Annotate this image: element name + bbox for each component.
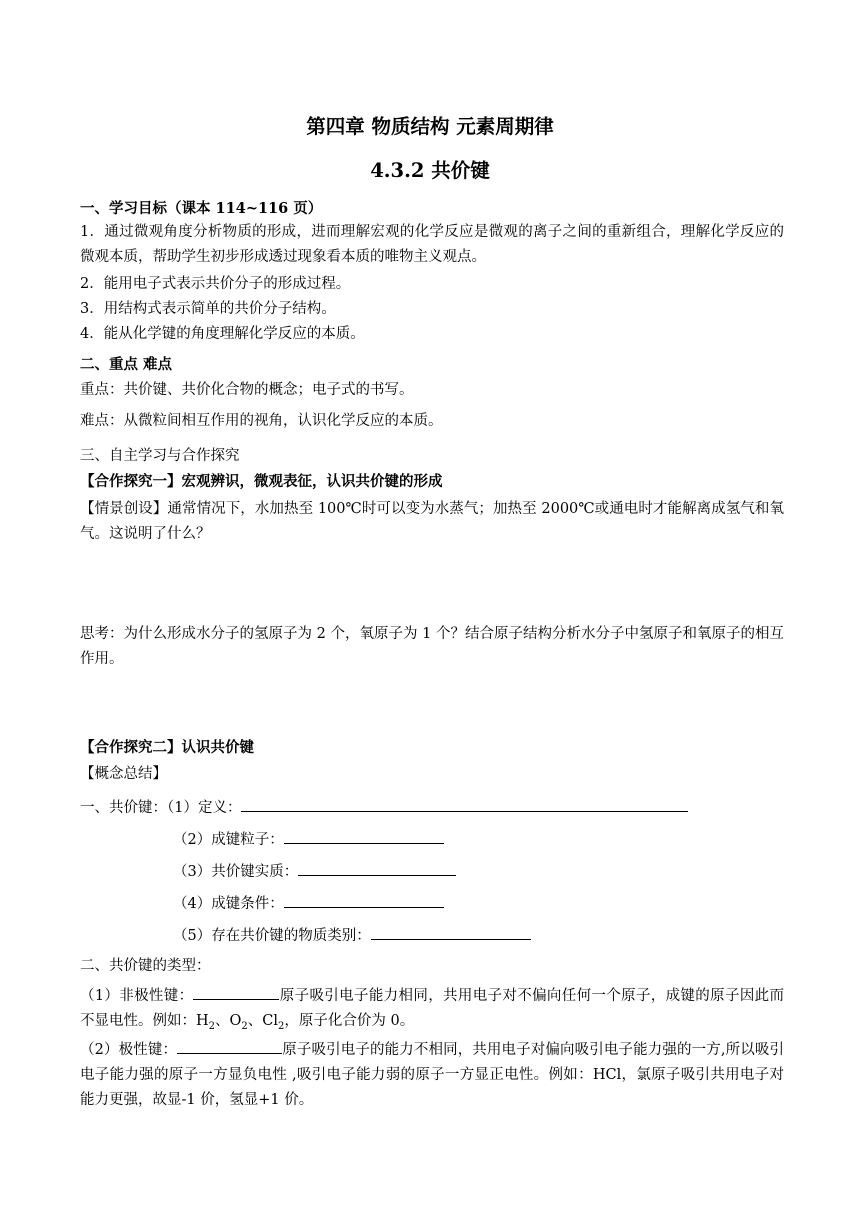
objective-item-1: 1．通过微观角度分析物质的形成，进而理解宏观的化学反应是微观的离子之间的重新组合，理解化学反应的微观本质，帮助学生初步形成透过现象看本质的唯物主义观点。 (80, 224, 784, 265)
summary-label: 【概念总结】 (80, 766, 167, 782)
nonpolar-tail: ，原子化合价为 0。 (284, 1013, 415, 1029)
substance-type-blank[interactable] (371, 925, 531, 940)
bonding-particles-line (173, 829, 773, 851)
polar-text: 原子吸引电子的能力不相同，共用电子对偏向吸引电子能力强的一方,所以吸引电子能力强的原子一方显负电性 ,吸引电子能力弱的原子一方显正电性。例如：HCl，氯原子吸引共用电子对能力更强，故显-1 价，氢显+1 价。 (80, 1042, 784, 1108)
definition-blank[interactable] (241, 797, 688, 812)
covalent-prefix: 一、共价键： (80, 800, 167, 816)
definition-label: （1）定义： (167, 800, 242, 816)
nonpolar-bond-paragraph (80, 984, 784, 1034)
substance-type-label: （5）存在共价键的物质类别： (173, 928, 371, 944)
polar-bond-paragraph (80, 1038, 784, 1113)
nonpolar-label: （1）非极性键： (80, 988, 194, 1004)
covalent-essence-blank[interactable] (298, 861, 456, 876)
nonpolar-sep-1: 、O (215, 1013, 242, 1029)
polar-blank[interactable] (177, 1039, 282, 1054)
nonpolar-blank[interactable] (193, 985, 279, 1000)
covalent-essence-line (173, 861, 773, 883)
h2-subscript: 2 (208, 1020, 216, 1032)
focus-heading: 二、重点 难点 (80, 356, 173, 373)
bonding-condition-line (173, 893, 773, 915)
objectives-heading: 一、学习目标（课本 114~116 页） (80, 200, 323, 217)
nonpolar-sep-2: 、Cl (247, 1013, 279, 1029)
objective-item-4: 4．能从化学键的角度理解化学反应的本质。 (80, 326, 365, 342)
bonding-condition-blank[interactable] (284, 893, 444, 908)
bonding-particles-blank[interactable] (284, 829, 444, 844)
bonding-condition-label: （4）成键条件： (173, 896, 284, 912)
bond-types-heading: 二、共价键的类型： (80, 958, 211, 974)
covalent-definition-line (80, 797, 784, 819)
think-question: 思考：为什么形成水分子的氢原子为 2 个，氧原子为 1 个？结合原子结构分析水分子中氢原子和氧原子的相互作用。 (80, 626, 784, 667)
explore2-heading: 【合作探究二】认识共价键 (80, 739, 254, 756)
explore1-heading: 【合作探究一】宏观辨识，微观表征，认识共价键的形成 (80, 473, 443, 490)
difficulty-point: 难点：从微粒间相互作用的视角，认识化学反应的本质。 (80, 413, 443, 429)
o2-subscript: 2 (241, 1020, 248, 1032)
substance-type-line (173, 925, 773, 947)
chapter-title: 第四章 物质结构 元素周期律 (306, 115, 554, 138)
scenario-text: 【情景创设】通常情况下，水加热至 100℃时可以变为水蒸气；加热至 2000℃或通电时才能解离成氢气和氧气。这说明了什么？ (80, 501, 784, 542)
covalent-essence-label: （3）共价键实质： (173, 864, 299, 880)
nonpolar-text: 原子吸引电子能力相同，共用电子对不偏向任何一个原子，成键的原子因此而不显电性。例如：H (80, 988, 784, 1029)
objective-item-3: 3．用结构式表示简单的共价分子结构。 (80, 301, 336, 317)
key-point: 重点：共价键、共价化合物的概念；电子式的书写。 (80, 382, 414, 398)
objective-item-2: 2．能用电子式表示共价分子的形成过程。 (80, 276, 351, 292)
polar-label: （2）极性键： (80, 1042, 178, 1058)
section-title: 4.3.2 共价键 (370, 159, 490, 182)
explore-heading: 三、自主学习与合作探究 (80, 448, 240, 464)
bonding-particles-label: （2）成键粒子： (173, 832, 284, 848)
cl2-subscript: 2 (278, 1020, 285, 1032)
